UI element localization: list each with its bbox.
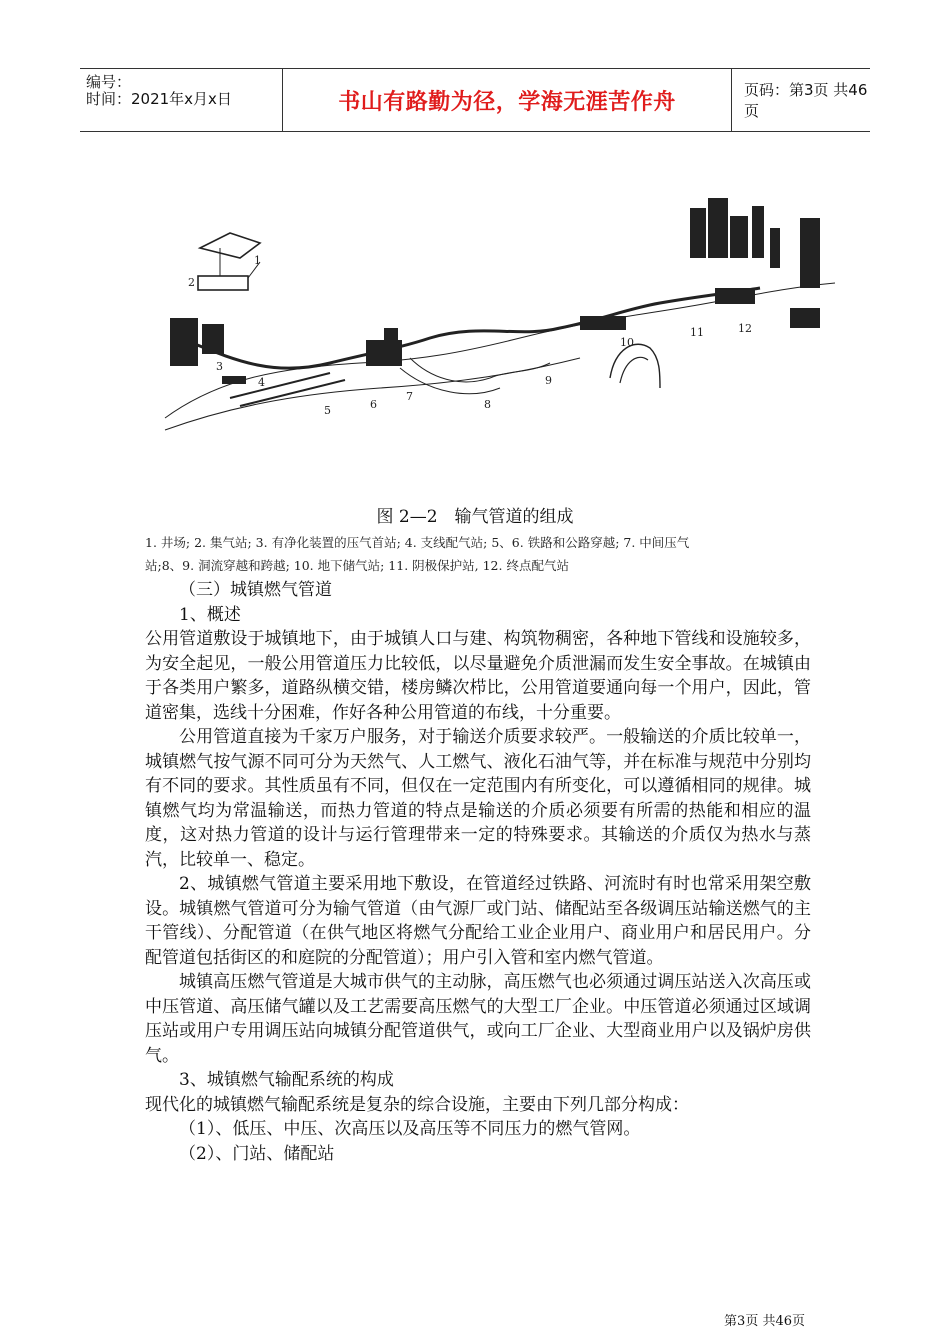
- time-label: 时间：2021年x月x日: [86, 90, 232, 108]
- paragraph-2: 公用管道直接为千家万户服务，对于输送介质要求较严。一般输送的介质比较单一，城镇燃气按气源不同可分为天然气、人工燃气、液化石油气等，并在标准与规范中分别均有不同的要求。其性质虽有不同，但仅在一定范围内有所变化，可以遵循相同的规律。城镇燃气均为常温输送，而热力管道的特点是输送的介质必须要有所需的热能和相应的温度，这对热力管道的设计与运行管理带来一定的特殊要求。其输送的介质仅为热水与蒸汽，比较单一、稳定。: [145, 727, 811, 870]
- figure-label-3: 3: [216, 360, 223, 373]
- figure-label-1: 1: [254, 254, 261, 267]
- paragraph-4: 城镇高压燃气管道是大城市供气的主动脉，高压燃气也必须通过调压站送入次高压或中压管道、高压储气罐以及工艺需要高压燃气的大型工厂企业。中压管道必须通过区域调压站或用户专用调压站向城镇分配管道供气，或向工厂企业、大型商业用户以及锅炉房供气。: [145, 972, 811, 1066]
- subsection-composition: 3、城镇燃气输配系统的构成: [179, 1070, 394, 1090]
- list-item-1: （1）、低压、中压、次高压以及高压等不同压力的燃气管网。: [179, 1119, 641, 1139]
- number-label: 编号：: [86, 73, 132, 91]
- figure-label-8: 8: [484, 398, 491, 411]
- motto: 书山有路勤为径，学海无涯苦作舟: [338, 89, 676, 115]
- legend-line-1: 1. 井场; 2. 集气站; 3. 有净化装置的压气首站; 4. 支线配气站; 5、6. 铁路和公路穿越; 7. 中间压气: [145, 535, 690, 550]
- page-code: 页码：第3页 共46页: [744, 81, 868, 120]
- figure-label-9: 9: [545, 374, 552, 387]
- header-page-cell: [732, 69, 870, 131]
- header-motto-cell: [283, 69, 732, 131]
- figure-legend: [145, 531, 810, 577]
- figure-label-12: 12: [738, 322, 752, 335]
- figure-label-7: 7: [406, 390, 413, 403]
- pipeline-illustration: [160, 188, 840, 438]
- body-text: [145, 578, 811, 1166]
- page-footer: 第3页 共46页: [724, 1314, 805, 1329]
- header-meta: [80, 69, 283, 131]
- figure-label-10: 10: [620, 336, 634, 349]
- paragraph-5: 现代化的城镇燃气输配系统是复杂的综合设施，主要由下列几部分构成：: [145, 1094, 689, 1115]
- paragraph-1: 公用管道敷设于城镇地下，由于城镇人口与建、构筑物稠密，各种地下管线和设施较多，为安全起见，一般公用管道压力比较低，以尽量避免介质泄漏而发生安全事故。在城镇由于各类用户繁多，道路纵横交错，楼房鳞次栉比，公用管道要通向每一个用户，因此，管道密集，选线十分困难，作好各种公用管道的布线，十分重要。: [145, 629, 811, 723]
- figure-label-6: 6: [370, 398, 377, 411]
- figure-label-2: 2: [188, 276, 195, 289]
- figure-label-11: 11: [690, 326, 704, 339]
- section-title: （三）城镇燃气管道: [179, 580, 332, 600]
- figure-label-4: 4: [258, 376, 265, 389]
- list-item-2: （2）、门站、储配站: [179, 1143, 335, 1164]
- subsection-overview: 1、概述: [179, 604, 241, 625]
- paragraph-3: 2、城镇燃气管道主要采用地下敷设，在管道经过铁路、河流时有时也常采用架空敷设。城镇燃气管道可分为输气管道（由气源厂或门站、储配站至各级调压站输送燃气的主干管线）、分配管道（在供气地区将燃气分配给工业企业用户、商业用户和居民用户。分配管道包括街区的和庭院的分配管道）；用户引入管和室内燃气管道。: [145, 874, 811, 968]
- page-header: [80, 68, 870, 132]
- figure-label-5: 5: [324, 404, 331, 417]
- figure-caption: 图 2—2 输气管道的组成: [376, 507, 574, 527]
- legend-line-2: 站;8、9. 洞流穿越和跨越; 10. 地下储气站; 11. 阴极保护站, 12. 终点配气站: [145, 558, 569, 573]
